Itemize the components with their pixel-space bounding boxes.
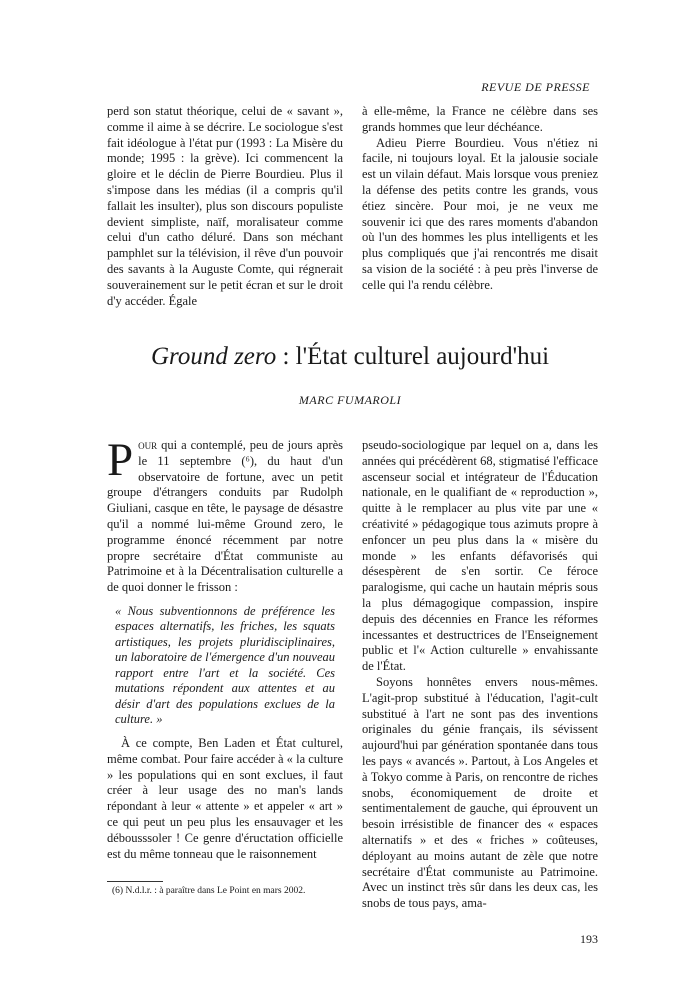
- article-paragraph-1-text: qui a contemplé, peu de jours après le 11 septembre (⁶), du haut d'un observatoire de fortune, avec un petit groupe d'étrangers conduits par Rudolph Giuliani, casque en tête, le paysage de désastre qu'il a nommé lui-même Ground zero, le programme énoncé récemment par notre propre secrétaire d'État communiste au Patrimoine et à la Décentralisation culturelle a de quoi donner le frisson :: [107, 438, 343, 595]
- article-paragraph-2: À ce compte, Ben Laden et État culturel, même combat. Pour faire accéder à « la culture » les populations qui en sont exclues, il faut créer à leur usage des no man's lands répondant à leur « attente » et appeler « art » ce qui peut un peu plus les ensauvager et les débousssoler ! Ce genre d'éructation officielle est du même tonneau que le raisonnement: [107, 735, 343, 861]
- article-right-column: [362, 438, 598, 912]
- lead-in: our: [138, 438, 158, 452]
- article-title: [0, 343, 700, 371]
- section-header: REVUE DE PRESSE: [481, 80, 590, 94]
- footnote: (6) N.d.l.r. : à paraître dans Le Point en mars 2002.: [112, 886, 306, 896]
- article-columns: [107, 434, 598, 912]
- top-left-paragraph: perd son statut théorique, celui de « savant », comme il aime à se décrire. Le sociologue s'est fait idéologue à l'état pur (1993 : La Misère du monde; 1995 : la grève). Ici commencent la gloire et le déclin de Pierre Bourdieu. Plus il s'impose dans les médias (il a compris qu'il fallait les insulter), plus son discours populiste devient simpliste, naïf, moralisateur comme celui d'un catho déluré. Dans son méchant pamphlet sur la télévision, il rêve d'un pouvoir des savants à la Auguste Comte, qui régnerait souverainement sur le petit écran et sur le droit d'y accéder. Égale: [107, 104, 343, 308]
- article-author: MARC FUMAROLI: [298, 393, 402, 407]
- footnote-divider: [107, 881, 163, 882]
- drop-cap: P: [107, 434, 134, 486]
- top-right-column: [362, 104, 598, 309]
- article-quote: « Nous subventionnons de préférence les espaces alternatifs, les friches, les squats artistiques, les projets pluridisciplinaires, un laboratoire de l'émergence d'un nouveau rapport entre l'art et la société. Ces mutations répondent aux attentes et au désir d'art des populations exclues de la culture. »: [115, 603, 335, 727]
- top-right-paragraph-1: à elle-même, la France ne célèbre dans ses grands hommes que leur déchéance.: [362, 104, 598, 134]
- page-number: 193: [580, 932, 598, 946]
- article-title-rest: : l'État culturel aujourd'hui: [276, 343, 550, 370]
- article-paragraph-3: pseudo-sociologique par lequel on a, dans les années qui précédèrent 68, stigmatisé l'efficace ascenseur social et intégrateur de l'Éducation nationale, en le qualifiant de « reproduction », quitte à le remplacer au plus vite par une « créativité » pédagogique tous azimuts propre à enfoncer un peu plus dans la « misère du monde » les enfants défavorisés qui désespèrent de s'en sortir. Ce féroce paralogisme, qui cache un hautain mépris sous la plus démagogique compassion, inspire depuis des décennies en France les réformes incessantes et destructrices de l'Enseignement public et l'« Action culturelle » envahissante de l'État.: [362, 438, 598, 674]
- article-paragraph-1: [107, 434, 343, 596]
- top-right-paragraph-2: Adieu Pierre Bourdieu. Vous n'étiez ni facile, ni toujours loyal. Et la jalousie sociale est un vilain défaut. Mais lorsque vous preniez la défense des petits contre les grands, vous étiez sincère. Pour moi, je ne veux me souvenir ici que des rares moments d'abandon où l'un des hommes les plus intelligents et les plus compliqués que j'ai rencontrés me disait sa vision de la société : à peu près l'inverse de celle qui l'a rendu célèbre.: [362, 135, 598, 292]
- article-paragraph-4: Soyons honnêtes envers nous-mêmes. L'agit-prop substitué à l'éducation, l'agit-cult substitué à l'art ne sont pas des inventions originales du génie français, ils sévissent aujourd'hui par génération spontanée dans tous les pays « avancés ». Partout, à Los Angeles et à Tokyo comme à Paris, on rencontre de riches snobs, économiquement de droite et sentimentalement de gauche, qui éprouvent un besoin irrésistible de financer des « espaces alternatifs » et des « friches » coûteuses, déployant au moins autant de zèle que notre secrétaire d'État communiste au Patrimoine. Avec un instinct très sûr dans les deux cas, les snobs de tous pays, ama-: [362, 674, 598, 911]
- top-columns: [107, 104, 598, 309]
- top-left-column: [107, 104, 343, 309]
- article-title-italic: Ground zero: [150, 343, 277, 370]
- article-left-column: [107, 434, 343, 912]
